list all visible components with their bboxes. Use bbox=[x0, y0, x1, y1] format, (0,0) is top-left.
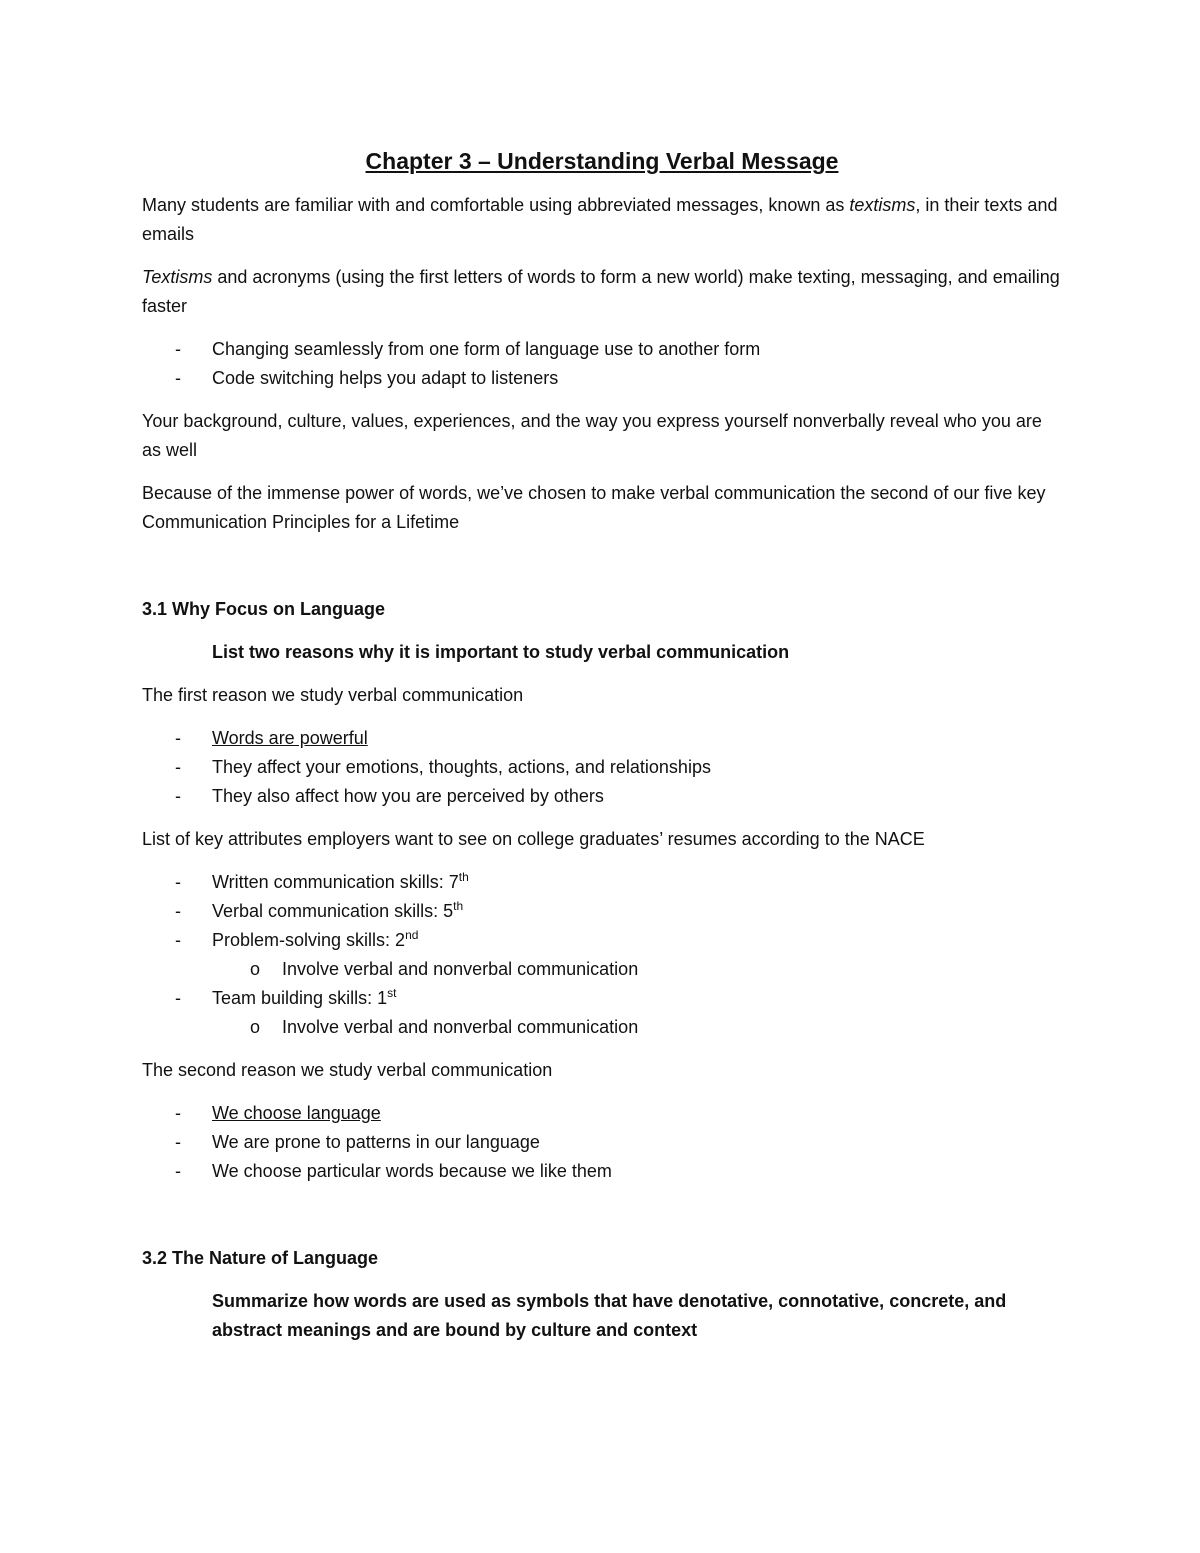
section-heading-3-1: 3.1 Why Focus on Language bbox=[142, 599, 386, 619]
second-reason-text: The second reason we study verbal communication bbox=[142, 1060, 553, 1080]
second-reason-list bbox=[142, 1099, 1062, 1186]
textisms-term: Textisms bbox=[142, 267, 213, 287]
list-item: - Written communication skills: 7th bbox=[175, 870, 469, 892]
first-reason-text: The first reason we study verbal communication bbox=[142, 685, 524, 705]
intro-bullet-list bbox=[142, 335, 1062, 393]
intro-paragraph-3: Your background, culture, values, experiences, and the way you express yourself nonverbally reveal who you are as well bbox=[142, 411, 1042, 460]
list-item: - Words are powerful bbox=[175, 728, 368, 748]
attributes-list bbox=[142, 868, 1062, 1042]
learning-objective: List two reasons why it is important to study verbal communication bbox=[212, 642, 790, 662]
first-reason-list bbox=[142, 724, 1062, 811]
list-item: - Changing seamlessly from one form of language use to another form bbox=[175, 339, 761, 359]
list-item: - Problem-solving skills: 2nd bbox=[175, 928, 419, 950]
list-item: - We choose language bbox=[175, 1103, 381, 1123]
list-item: - We choose particular words because we like them bbox=[175, 1161, 612, 1181]
chapter-title: Chapter 3 – Understanding Verbal Message bbox=[365, 148, 839, 174]
sub-list-item: o Involve verbal and nonverbal communication bbox=[250, 1017, 639, 1037]
list-item: - They also affect how you are perceived by others bbox=[175, 786, 604, 806]
intro-paragraph-1: Many students are familiar with and comfortable using abbreviated messages, known as textisms, in their texts and emails bbox=[142, 195, 1058, 244]
textisms-term: textisms bbox=[849, 195, 916, 215]
list-item: - Code switching helps you adapt to listeners bbox=[175, 368, 559, 388]
attributes-intro-text: List of key attributes employers want to see on college graduates’ resumes according to the NACE bbox=[142, 829, 925, 849]
learning-objective: Summarize how words are used as symbols that have denotative, connotative, concrete, and abstract meanings and are bound by culture and context bbox=[212, 1291, 1007, 1340]
list-item: - They affect your emotions, thoughts, actions, and relationships bbox=[175, 757, 711, 777]
list-item: - We are prone to patterns in our language bbox=[175, 1132, 540, 1152]
list-item: - Verbal communication skills: 5th bbox=[175, 899, 464, 921]
intro-paragraph-4: Because of the immense power of words, we’ve chosen to make verbal communication the second of our five key Communication Principles for a Lifetime bbox=[142, 483, 1046, 532]
document-content bbox=[142, 145, 1062, 1359]
intro-paragraph-2: Textisms and acronyms (using the first letters of words to form a new world) make texting, messaging, and emailing faster bbox=[142, 267, 1060, 316]
sub-list-item: o Involve verbal and nonverbal communication bbox=[250, 959, 639, 979]
section-heading-3-2: 3.2 The Nature of Language bbox=[142, 1248, 379, 1268]
list-item: - Team building skills: 1st bbox=[175, 986, 397, 1008]
